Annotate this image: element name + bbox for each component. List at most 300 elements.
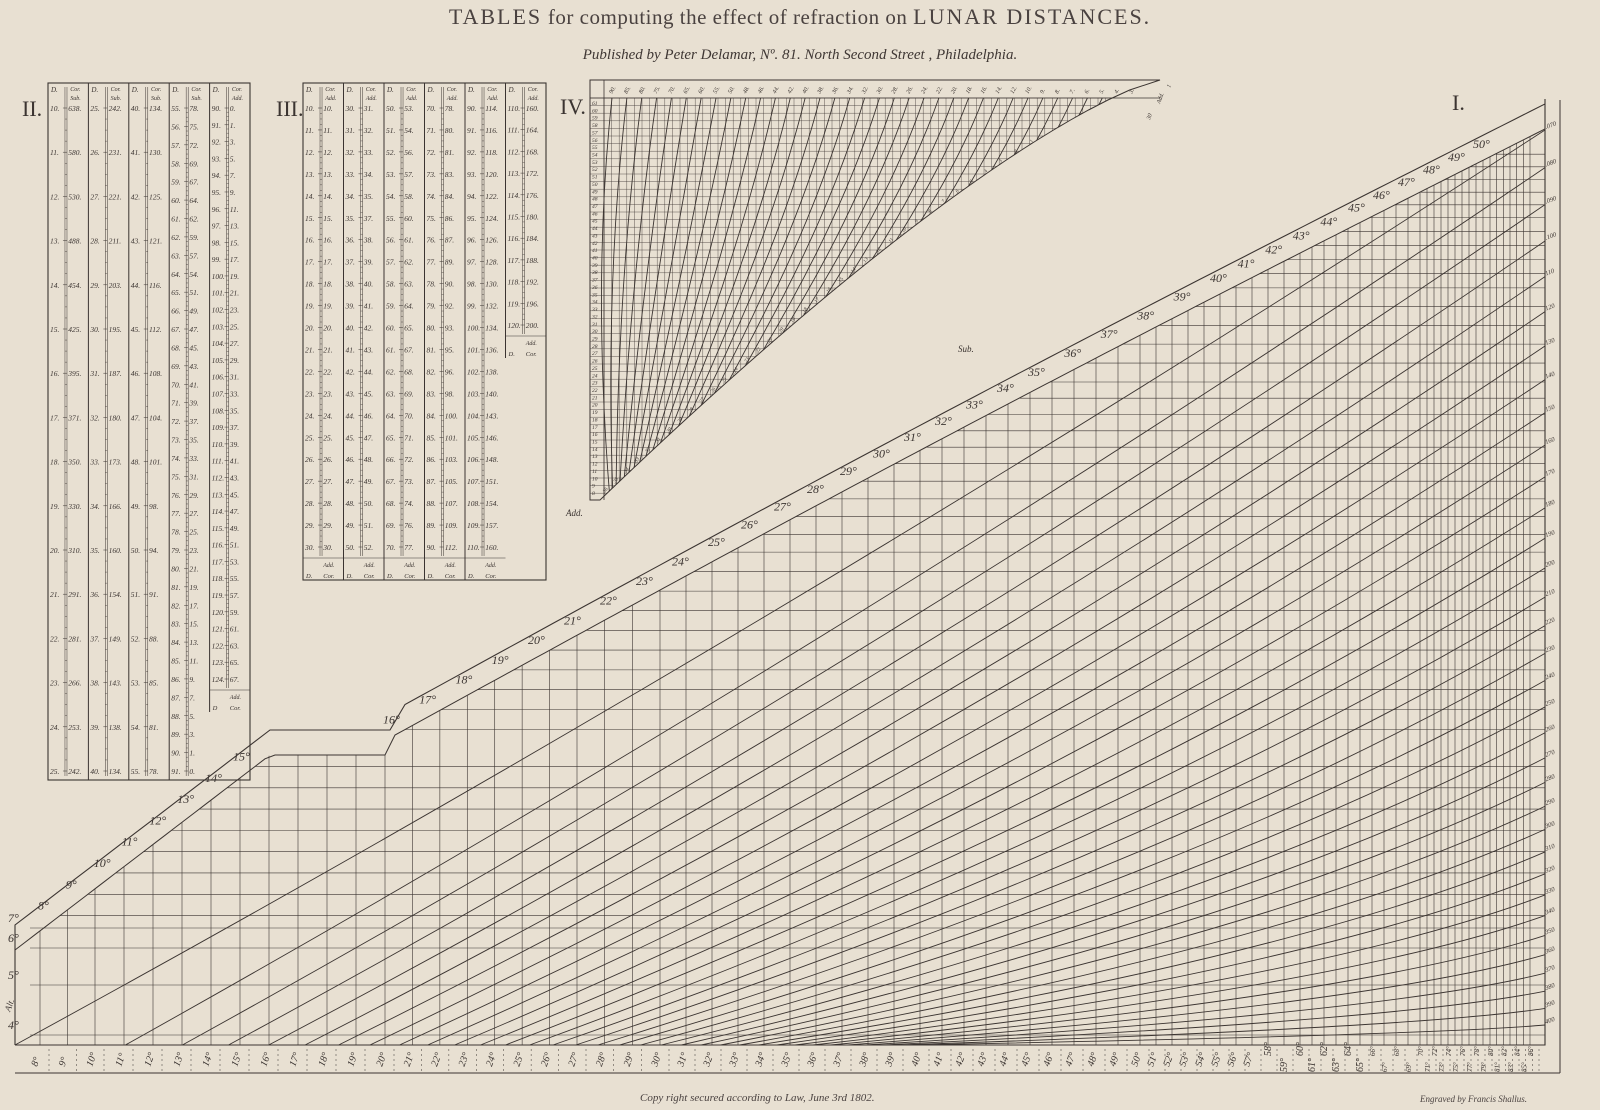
table-iv-curve: [682, 98, 969, 500]
altitude-label: 39°: [1173, 289, 1191, 304]
table-iii-d-value: 52.: [386, 147, 396, 157]
table-iv-edge-label: .8: [927, 209, 934, 216]
distance-label: 21°: [401, 1051, 418, 1069]
altitude-label: 31°: [904, 430, 921, 445]
table-iv-edge-label: .34: [622, 467, 631, 476]
table-ii-d-value: 13.: [50, 236, 60, 246]
correction-curve: [576, 626, 1545, 1045]
correction-label: 360: [1544, 945, 1556, 956]
table-iii-d-value: 106.: [467, 455, 481, 465]
table-iii-cor-value: 13.: [323, 169, 333, 179]
table-iii-d-value: 113.: [507, 169, 521, 179]
table-ii-cor-value: 281.: [68, 634, 82, 644]
table-ii-cor-value: 530.: [68, 192, 82, 202]
table-ii-cor-value: 0.: [229, 104, 236, 113]
table-iii-cor-value: 46.: [363, 411, 374, 421]
table-iii-d-value: 42.: [345, 367, 355, 377]
distance-label: 80°: [1487, 1046, 1495, 1056]
correction-curve: [777, 874, 1545, 1045]
table-iii-cor-value: 96.: [444, 367, 455, 377]
table-iii-cor-value: 81.: [444, 147, 455, 157]
table-ii-header-d: D.: [131, 86, 139, 94]
table-iii-d-value: 30.: [345, 104, 355, 113]
distance-label: 34°: [753, 1051, 769, 1069]
table-ii-d-value: 49.: [130, 501, 141, 511]
table-iv-left-label: 44: [592, 226, 598, 233]
altitude-label: 21°: [564, 613, 581, 628]
table-iii-d-value: 80.: [426, 323, 436, 333]
table-iv-border: [590, 80, 1160, 500]
table-iii-footer-sign: Add.: [444, 563, 456, 569]
table-ii-cor-value: 1.: [229, 120, 236, 130]
table-iii-d-value: 76.: [426, 235, 436, 245]
table-iii-cor-value: 76.: [404, 521, 414, 531]
altitude-label: 23°: [636, 574, 653, 589]
table-iii-footer-cor: Cor.: [363, 573, 375, 580]
table-iv-left-label: 10: [592, 476, 598, 483]
table-ii-cor-value: 25.: [189, 527, 199, 537]
table-iv-curve: [616, 98, 642, 500]
table-iv-top-label: 28.: [890, 85, 900, 95]
table-ii-d-value: 92.: [211, 137, 221, 147]
table-iv-edge-label: .30: [665, 427, 674, 436]
table-iv-top-label: 12.: [1009, 85, 1019, 95]
table-iii-d-value: 26.: [305, 455, 315, 465]
distance-label: 77°: [1466, 1062, 1474, 1072]
table-iii-cor-value: 180.: [525, 212, 539, 222]
table-ii-d-value: 109.: [211, 423, 225, 433]
table-ii-cor-value: 39.: [229, 439, 240, 449]
altitude-label: 35°: [1028, 365, 1045, 380]
table-ii-cor-value: 55.: [229, 574, 240, 584]
table-ii-d-value: 91.: [171, 767, 181, 776]
table-iii-d-value: 43.: [345, 389, 355, 399]
table-iv-left-label: 19: [592, 410, 598, 417]
table-iv-left-label: 15: [592, 439, 598, 446]
table-iii-cor-value: 32.: [363, 125, 374, 135]
table-ii-d-value: 72.: [171, 417, 181, 427]
distance-label: 29°: [621, 1051, 637, 1069]
table-iv-edge-label: .3: [997, 159, 1005, 166]
table-iv-top-label: 3.: [1128, 88, 1136, 95]
correction-label: 370: [1544, 964, 1556, 975]
table-ii-cor-value: 85.: [149, 678, 159, 688]
distance-label: 24°: [484, 1051, 500, 1069]
table-ii-d-value: 97.: [211, 221, 221, 231]
table-iii-d-value: 94.: [467, 191, 477, 201]
altitude-label: 10°: [93, 855, 111, 870]
table-iii-cor-value: 154.: [485, 499, 499, 509]
table-ii-d-value: 87.: [171, 693, 181, 703]
table-iv-curve: [688, 98, 998, 500]
distance-label: 32°: [701, 1051, 717, 1069]
table-ii-d-value: 59.: [171, 177, 181, 187]
altitude-label: 18°: [455, 672, 473, 687]
correction-label: 160: [1544, 436, 1556, 446]
table-iii-cor-value: 57.: [404, 169, 414, 179]
table-iv-top-label: 34.: [846, 85, 856, 95]
table-iii-d-value: 86.: [426, 455, 436, 465]
table-iv-left-label: 11: [592, 468, 598, 475]
table-iii-cor-value: 98.: [444, 389, 455, 399]
table-iii-footer-sign: Add.: [363, 563, 375, 569]
table-ii-cor-value: 23.: [229, 305, 240, 315]
table-ii-cor-value: 5.: [189, 711, 196, 721]
table-ii-d-value: 11.: [50, 148, 59, 158]
table-iv-left-label: 9: [592, 483, 595, 490]
distance-label: 38°: [857, 1051, 873, 1069]
table-iii-footer-sign: Add.: [485, 563, 497, 569]
correction-label: 130: [1544, 336, 1556, 347]
distance-label: 25°: [511, 1051, 527, 1069]
table-ii-cor-value: 121.: [149, 236, 163, 246]
table-iii-d-value: 46.: [345, 455, 355, 465]
table-iii-d-value: 58.: [386, 279, 396, 289]
table-ii-cor-value: 9.: [229, 187, 236, 197]
table-ii-cor-value: 49.: [229, 523, 240, 533]
altitude-label: 17°: [419, 692, 437, 707]
table-ii-cor-value: 11.: [189, 656, 199, 666]
table-ii-d-value: 102.: [211, 305, 225, 315]
table-ii-cor-value: 72.: [189, 140, 199, 150]
table-ii-cor-value: 35.: [189, 435, 199, 445]
table-iv-left-label: 56: [592, 137, 598, 144]
table-iii-d-value: 97.: [467, 257, 477, 267]
table-ii-d-value: 76.: [171, 490, 181, 500]
table-ii-d-value: 80.: [171, 564, 181, 574]
table-ii-cor-value: 13.: [229, 221, 240, 231]
table-ii-d-value: 66.: [171, 306, 181, 316]
altitude-label: 29°: [840, 464, 857, 479]
table-iv-left-label: 53: [592, 159, 598, 166]
table-iii-d-value: 115.: [507, 212, 521, 222]
altitude-label: 38°: [1137, 308, 1155, 323]
correction-label: 200: [1544, 559, 1556, 569]
table-iii-d-value: 23.: [305, 389, 315, 399]
table-iii-cor-value: 90.: [444, 279, 455, 289]
distance-label: 10°: [84, 1051, 100, 1069]
table-ii-cor-value: 104.: [149, 413, 163, 423]
correction-curve: [229, 241, 1545, 1045]
table-ii-cor-value: 291.: [68, 590, 82, 600]
table-iii-d-value: 50.: [345, 543, 355, 552]
table-iii-d-value: 25.: [305, 433, 315, 443]
table-iv-left-label: 20: [592, 402, 598, 409]
table-iv-left-label: 52: [592, 167, 598, 174]
correction-curve: [15, 130, 1545, 1045]
table-iv-left-label: 28: [592, 343, 598, 350]
table-iii-cor-value: 122.: [485, 191, 499, 201]
table-ii-cor-value: 9.: [189, 674, 196, 684]
table-iii-header-d: D.: [387, 86, 394, 94]
table-iv-edge-label: .6: [954, 189, 961, 196]
table-iv-top-label: 38.: [816, 85, 826, 95]
table-ii-cor-value: 49.: [189, 306, 199, 316]
table-iii-d-value: 83.: [426, 389, 436, 399]
table-iii-cor-value: 11.: [323, 125, 333, 135]
table-ii-d-value: 115.: [211, 523, 225, 533]
distance-label: 40°: [909, 1051, 925, 1069]
table-iv-left-label: 58: [592, 123, 598, 130]
table-iv-left-label: 36: [592, 284, 598, 291]
table-ii-header-cor: Cor.: [151, 87, 162, 93]
table-iv-top-label: 14.: [994, 85, 1004, 95]
table-iv-top-label: 9.: [1039, 88, 1047, 95]
distance-label: 76°: [1459, 1046, 1467, 1056]
table-iv-left-label: 27: [592, 351, 598, 358]
table-iii-d-value: 108.: [467, 499, 481, 509]
table-iii-cor-value: 116.: [485, 125, 498, 135]
table-iii-cor-value: 160.: [485, 543, 499, 552]
table-ii-d-value: 54.: [130, 722, 141, 732]
table-ii-cor-value: 5.: [229, 154, 236, 164]
altitude-label: 26°: [741, 517, 758, 532]
table-ii-cor-value: 15.: [229, 238, 240, 248]
distance-label: 14°: [200, 1051, 216, 1069]
table-ii-d-value: 116.: [211, 540, 225, 550]
table-ii-header-d: D.: [91, 86, 99, 94]
table-iii-d-value: 88.: [426, 499, 436, 509]
table-iii-d-value: 112.: [507, 147, 521, 157]
table-ii-cor-value: 173.: [108, 457, 122, 467]
table-iv-edge-label: .7: [940, 199, 948, 206]
table-iii-cor-value: 30.: [323, 543, 333, 552]
table-ii-cor-value: 154.: [108, 590, 122, 600]
table-iii-d-value: 56.: [386, 235, 396, 245]
table-ii-header-d: D.: [172, 86, 180, 94]
table-iii-footer-cor: Cor.: [525, 351, 537, 358]
table-ii-cor-value: 98.: [149, 501, 159, 511]
table-iii-d-value: 10.: [305, 104, 315, 113]
table-iv-left-label: 35: [592, 292, 598, 299]
table-ii-cor-value: 7.: [189, 693, 196, 703]
table-iv-left-label: 18: [592, 417, 598, 424]
table-ii-d-value: 65.: [171, 288, 181, 298]
table-iii-cor-value: 100.: [444, 411, 458, 421]
table-ii-d-value: 35.: [90, 546, 100, 555]
table-ii-cor-value: 1.: [189, 748, 196, 758]
altitude-label: 12°: [149, 813, 167, 828]
table-ii-cor-value: 134.: [108, 767, 122, 776]
table-iii-cor-value: 112.: [444, 543, 458, 552]
table-iv-edge-label: .5: [968, 179, 975, 186]
copyright-note: Copy right secured according to Law, June 3rd 1802.: [640, 1092, 875, 1104]
table-iv-edge-label: .20: [777, 327, 786, 336]
table-ii-cor-value: 21.: [229, 288, 240, 298]
table-iv-edge-label: .12: [874, 247, 883, 256]
distance-label: 22°: [429, 1051, 445, 1069]
correction-label: .090: [1544, 195, 1558, 206]
table-iv-edge-label: .4: [983, 169, 990, 176]
table-iii-cor-value: 38.: [363, 235, 374, 245]
table-iv-top-label: 50.: [727, 85, 737, 95]
altitude-label: 42°: [1265, 242, 1283, 257]
altitude-label: 33°: [966, 397, 983, 412]
table-iv-edge-label: .27: [698, 397, 707, 406]
table-iii-d-value: 110.: [507, 104, 521, 113]
table-iv-edge-label: .11: [887, 237, 896, 246]
table-iii-d-value: 90.: [426, 543, 436, 552]
table-iii-d-value: 79.: [426, 301, 436, 311]
table-ii-d-value: 45.: [130, 325, 141, 334]
altitude-label: 5°: [8, 968, 19, 982]
table-ii-cor-value: 101.: [149, 457, 163, 467]
table-iv-edge-label: .28: [687, 407, 696, 416]
table-iii-d-value: 104.: [467, 411, 481, 421]
table-iii-d-value: 35.: [345, 213, 355, 223]
table-iv-sub-label: Sub.: [958, 344, 974, 354]
table-iii-cor-value: 140.: [485, 389, 499, 399]
table-iv-left-label: 26: [592, 358, 598, 365]
table-iii-d-value: 54.: [386, 191, 396, 201]
distance-label: 42°: [953, 1051, 969, 1069]
table-ii-d-value: 56.: [171, 122, 181, 132]
table-ii-label: II.: [22, 96, 43, 121]
table-ii-d-value: 37.: [90, 634, 100, 644]
table-iii-d-value: 93.: [467, 169, 477, 179]
correction-label: 280: [1544, 773, 1556, 784]
table-iii-d-value: 85.: [426, 433, 436, 443]
table-iii-cor-value: 58.: [404, 191, 414, 201]
correction-label: 110: [1544, 267, 1556, 278]
table-iv-left-label: 29: [592, 336, 598, 343]
distance-label: 82°: [1500, 1046, 1509, 1056]
table-iv-left-label: 17: [592, 424, 598, 431]
table-iv-top-label: 22.: [935, 85, 945, 95]
table-iii-d-value: 95.: [467, 213, 477, 223]
distance-label: 61°: [1307, 1058, 1318, 1072]
table-iii-cor-value: 132.: [485, 301, 499, 311]
table-ii-d-value: 52.: [130, 634, 141, 644]
distance-label: 16°: [258, 1051, 274, 1069]
correction-curve: [721, 806, 1545, 1045]
table-iv-edge-label: .36: [601, 487, 610, 496]
distance-label: 55°: [1209, 1051, 1225, 1069]
table-iii-cor-value: 172.: [525, 169, 539, 179]
distance-label: 66°: [1369, 1046, 1377, 1056]
table-ii-header-sign: Sub.: [110, 96, 122, 102]
table-ii-cor-value: 488.: [68, 236, 82, 246]
table-iii-d-value: 70.: [426, 104, 436, 113]
table-iv-curve: [628, 98, 701, 500]
table-iii-d-value: 11.: [305, 125, 314, 135]
table-iii-d-value: 74.: [426, 191, 436, 201]
table-iii-cor-value: 49.: [363, 477, 374, 487]
table-ii-d-value: 83.: [171, 619, 181, 629]
correction-label: 310: [1544, 842, 1556, 853]
table-ii-d-value: 38.: [90, 678, 100, 688]
table-iii-d-value: 48.: [345, 499, 355, 509]
table-iv-left-label: 48: [592, 196, 598, 203]
table-ii-cor-value: 53.: [229, 557, 240, 567]
table-ii-cor-value: 35.: [229, 406, 240, 416]
table-ii-header-sign: Sub.: [70, 96, 81, 102]
table-iii-d-value: 109.: [467, 521, 481, 531]
distance-label: 37°: [831, 1051, 847, 1069]
distance-label: 67°: [1381, 1062, 1389, 1072]
table-iii-cor-value: 40.: [363, 279, 374, 289]
table-ii-d-value: 88.: [171, 711, 181, 721]
table-iv-top-label: 42.: [786, 85, 796, 95]
table-iii-d-value: 13.: [305, 169, 315, 179]
table-ii-d-value: 57.: [171, 140, 181, 150]
table-ii-d-value: 84.: [171, 638, 181, 648]
table-iii-cor-value: 27.: [323, 477, 333, 487]
distance-label: 63°: [1331, 1058, 1342, 1072]
table-iii-cor-value: 103.: [444, 455, 458, 465]
table-iii-cor-value: 124.: [485, 213, 499, 223]
table-iii-footer-sign: Add.: [404, 563, 416, 569]
table-iii-header-d: D.: [508, 86, 516, 94]
table-iv-left-label: 61: [592, 101, 598, 107]
distance-label: 13°: [171, 1051, 187, 1069]
table-iii-footer-cor: Cor.: [485, 573, 497, 580]
table-ii-d-value: 77.: [171, 509, 181, 519]
table-iii-cor-value: 65.: [404, 323, 414, 333]
table-iii-d-value: 51.: [386, 125, 396, 135]
table-iv-top-label: 80.: [638, 85, 648, 95]
table-ii-d-value: 62.: [171, 232, 181, 242]
table-ii-d-value: 53.: [130, 678, 141, 688]
table-iii-d-value: 21.: [305, 345, 315, 355]
table-ii-cor-value: 39.: [189, 398, 199, 408]
table-iv-edge-label: .9: [913, 219, 921, 226]
table-ii-d-value: 60.: [171, 196, 181, 206]
table-iii-cor-value: 28.: [323, 499, 333, 509]
table-iii-cor-value: 128.: [485, 257, 499, 267]
correction-label: 220: [1544, 616, 1556, 627]
table-iv-curve: [703, 98, 1073, 500]
table-iii-cor-value: 192.: [525, 277, 539, 287]
distance-label: 20°: [374, 1051, 390, 1069]
table-ii-d-value: 96.: [211, 204, 221, 214]
table-iii-d-value: 89.: [426, 521, 436, 531]
table-iv-top-label: 90.: [608, 85, 618, 95]
table-ii-d-value: 61.: [171, 214, 181, 224]
table-ii-header-cor: Cor.: [191, 87, 202, 93]
table-ii-cor-value: 3.: [229, 137, 236, 147]
table-iv-left-label: 59: [592, 115, 598, 122]
table-ii-cor-value: 130.: [149, 148, 163, 158]
altitude-label: 45°: [1348, 200, 1365, 215]
table-ii-d-value: 21.: [50, 590, 60, 600]
table-ii-cor-value: 43.: [189, 361, 199, 371]
distance-label: 49°: [1107, 1051, 1123, 1069]
table-ii-d-value: 123.: [211, 658, 225, 668]
correction-curve: [598, 653, 1545, 1045]
correction-label: 230: [1544, 644, 1556, 655]
table-iii-cor-value: 134.: [485, 323, 499, 333]
table-ii-cor-value: 65.: [229, 658, 240, 668]
table-ii-footer-cor: Cor.: [229, 705, 241, 712]
table-iii-cor-value: 45.: [363, 389, 374, 399]
table-iii-cor-value: 52.: [363, 543, 374, 552]
table-iv-label: IV.: [560, 94, 586, 119]
table-ii-d-value: 89.: [171, 730, 181, 740]
distance-label: 84°: [1513, 1046, 1522, 1056]
table-ii-cor-value: 0.: [189, 767, 196, 776]
distance-label: 48°: [1085, 1051, 1101, 1069]
table-ii-cor-value: 67.: [189, 177, 199, 187]
table-ii-cor-value: 78.: [189, 104, 199, 113]
table-iv-edge-label: .18: [801, 307, 810, 316]
distance-label: 8°: [29, 1055, 43, 1069]
table-ii-d-value: 112.: [211, 473, 225, 483]
table-iii-d-value: 92.: [467, 147, 477, 157]
table-iii-cor-value: 70.: [404, 411, 414, 421]
table-ii-d-value: 81.: [171, 582, 181, 592]
table-iii-d-value: 110.: [467, 543, 480, 552]
